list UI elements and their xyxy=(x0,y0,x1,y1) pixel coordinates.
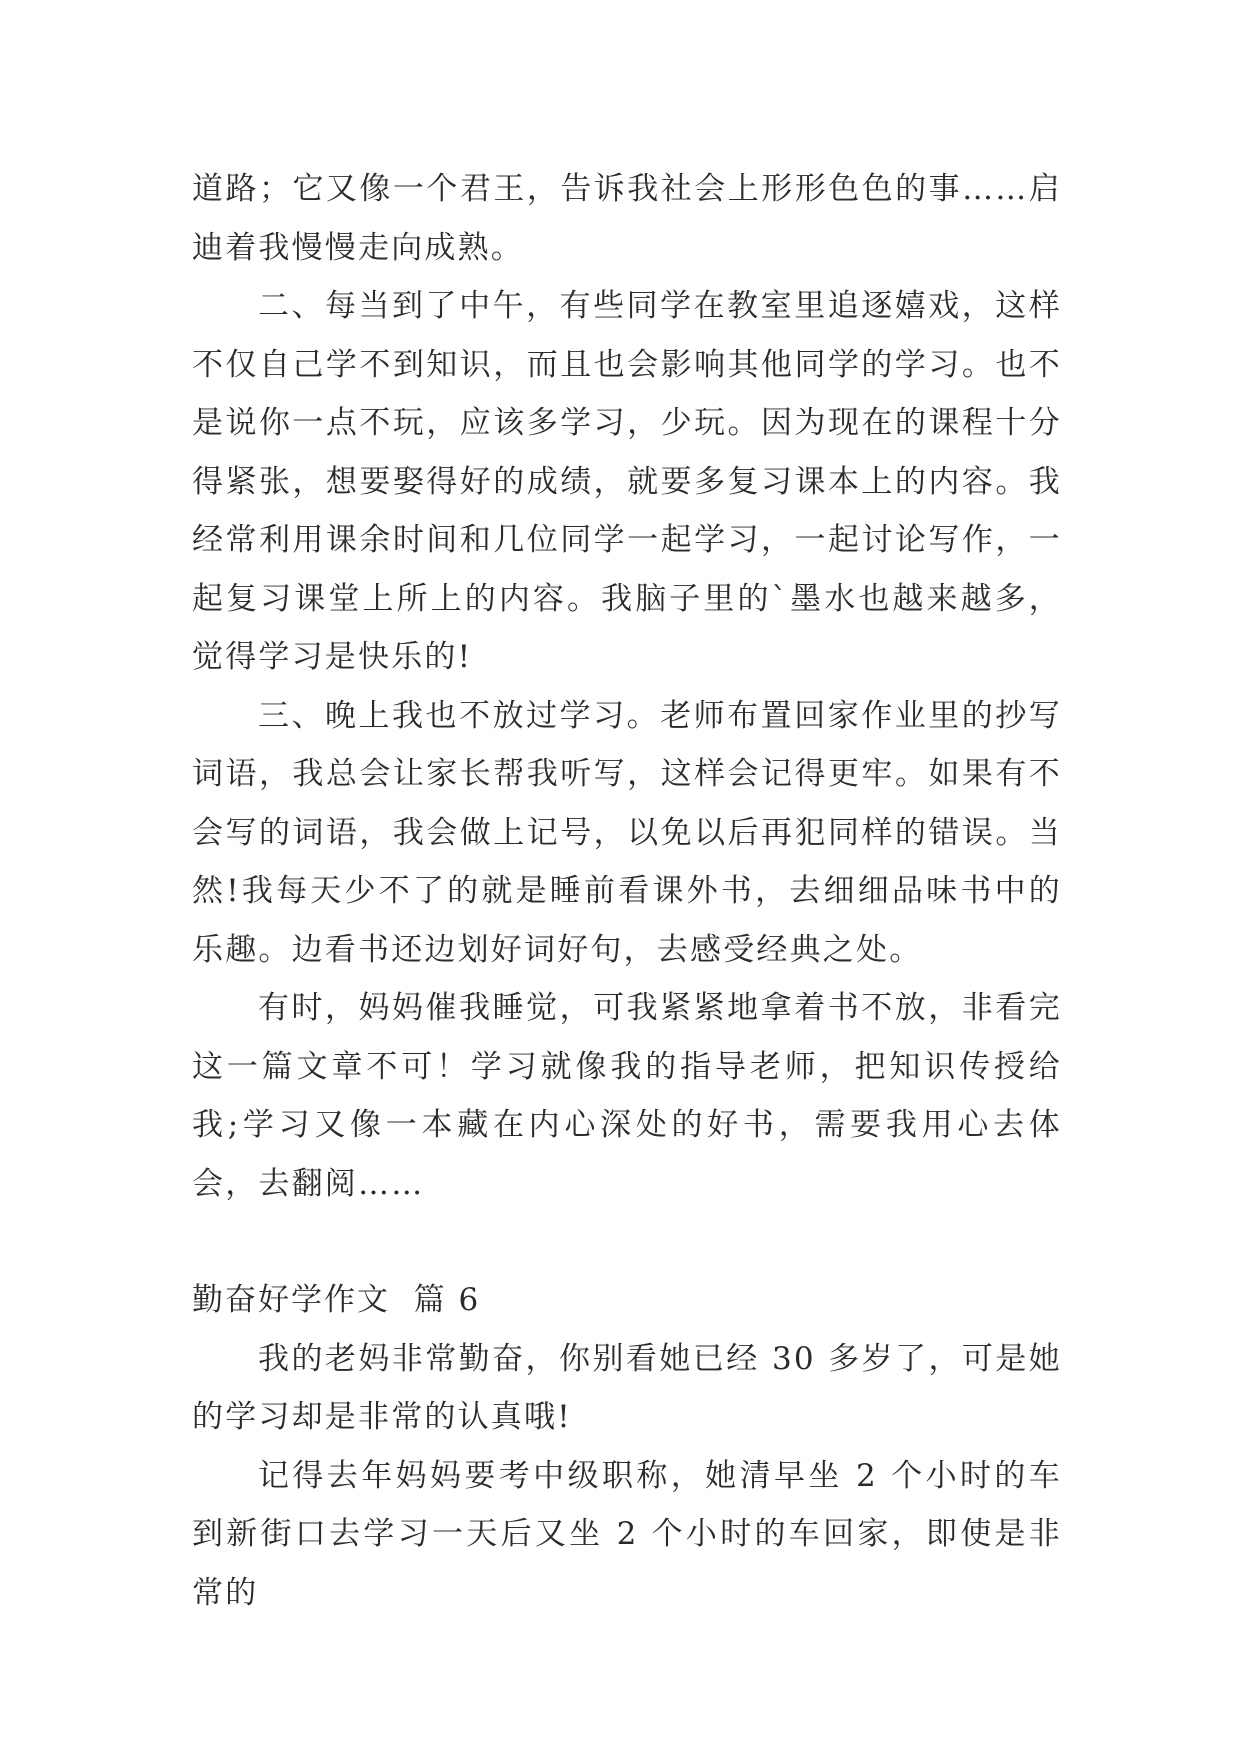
document-body xyxy=(192,160,1062,1622)
paragraph-continuation: 道路；它又像一个君王，告诉我社会上形形色色的事……启迪着我慢慢走向成熟。 xyxy=(192,171,1062,266)
paragraph-evening-study: 三、晚上我也不放过学习。老师布置回家作业里的抄写词语，我总会让家长帮我听写，这样会记得更牢。如果有不会写的词语，我会做上记号，以免以后再犯同样的错误。当然!我每天少不了的就是睡前看课外书，去细细品味书中的乐趣。边看书还边划好词好句，去感受经典之处。 xyxy=(192,697,1062,968)
paragraph-mother-diligent: 我的老妈非常勤奋，你别看她已经 30 多岁了，可是她的学习却是非常的认真哦! xyxy=(192,1340,1062,1435)
paragraph-reading-at-night: 有时，妈妈催我睡觉，可我紧紧地拿着书不放，非看完这一篇文章不可！学习就像我的指导老师，把知识传授给我;学习又像一本藏在内心深处的好书，需要我用心去体会，去翻阅…… xyxy=(192,990,1062,1202)
section-title: 勤奋好学作文 篇 6 xyxy=(192,1282,481,1318)
paragraph-mother-exam: 记得去年妈妈要考中级职称，她清早坐 2 个小时的车到新街口去学习一天后又坐 2 个小时的车回家，即使是非常的 xyxy=(192,1457,1062,1611)
paragraph-noon-study: 二、每当到了中午，有些同学在教室里追逐嬉戏，这样不仅自己学不到知识，而且也会影响其他同学的学习。也不是说你一点不玩，应该多学习，少玩。因为现在的课程十分得紧张，想要娶得好的成绩，就要多复习课本上的内容。我经常利用课余时间和几位同学一起学习，一起讨论写作，一起复习课堂上所上的内容。我脑子里的`墨水也越来越多，觉得学习是快乐的! xyxy=(192,288,1062,675)
